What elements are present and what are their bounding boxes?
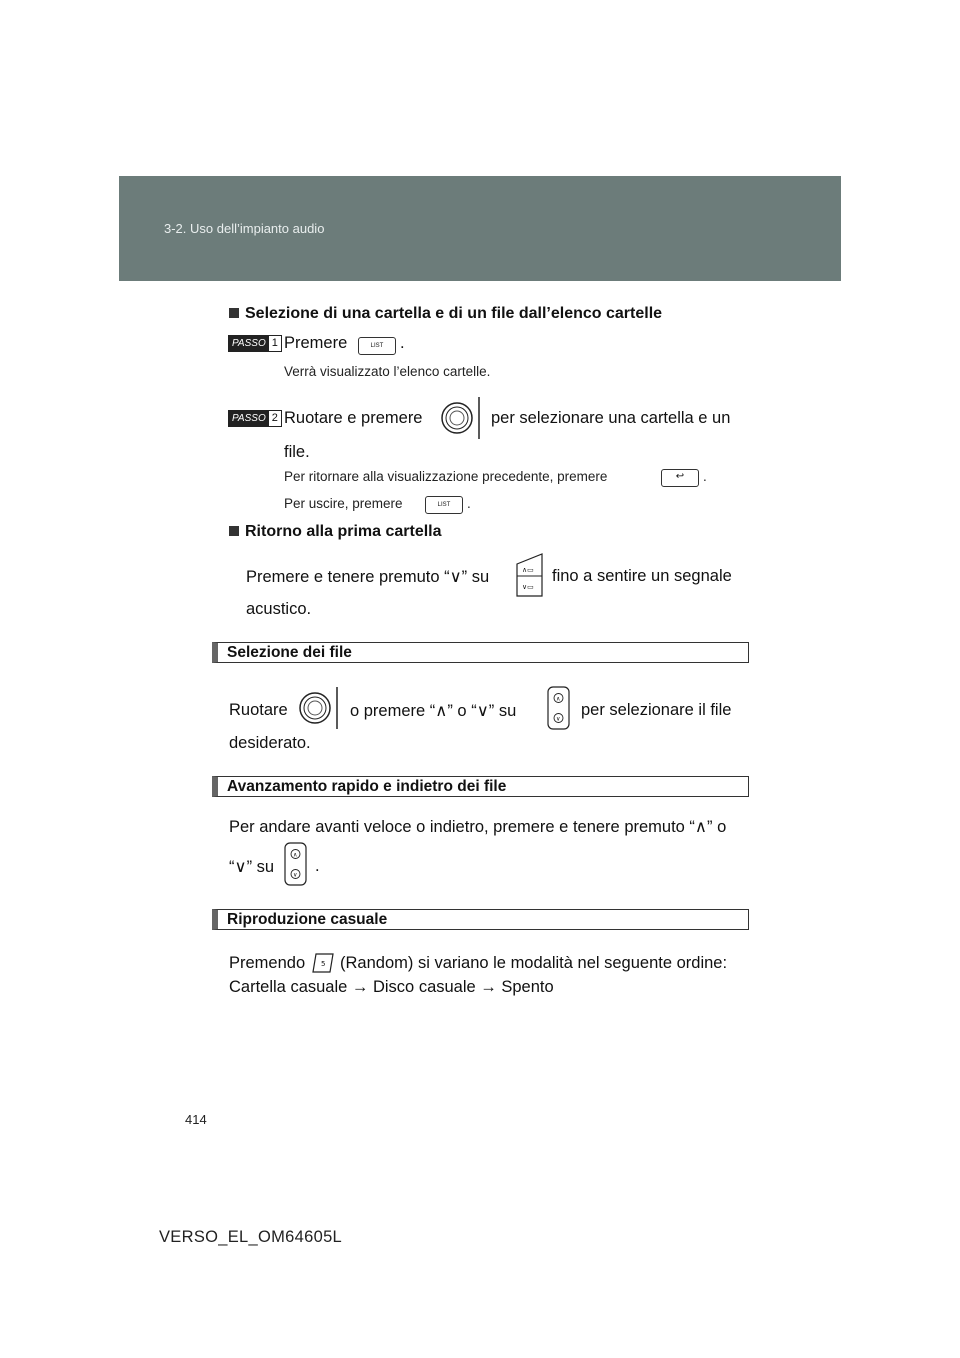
page-number: 414 xyxy=(185,1112,207,1127)
section4-line2-end: . xyxy=(315,857,320,875)
section3-header xyxy=(212,642,749,663)
section5-title: Riproduzione casuale xyxy=(227,911,388,928)
svg-text:∨▭: ∨▭ xyxy=(522,583,534,591)
seek-rocker-icon xyxy=(284,842,308,886)
step2-note1-end: . xyxy=(703,469,707,484)
section5-line1-a: Premendo xyxy=(229,954,306,972)
section4-title: Avanzamento rapido e indietro dei file xyxy=(227,778,507,795)
breadcrumb: 3-2. Uso dell’impianto audio xyxy=(164,221,325,236)
step2-line1-a: Ruotare e premere xyxy=(284,409,423,427)
step2-line1-b: per selezionare una cartella e un xyxy=(491,409,731,427)
random-button-label: 5 xyxy=(321,960,326,968)
step2-note2-end: . xyxy=(467,496,471,511)
step1-badge xyxy=(228,335,282,352)
tune-knob-icon xyxy=(296,686,342,730)
folder-rocker-icon xyxy=(515,552,545,598)
svg-text:∧▭: ∧▭ xyxy=(522,566,534,574)
square-bullet-icon xyxy=(229,308,239,318)
section3-line2: desiderato. xyxy=(229,734,311,752)
square-bullet-icon xyxy=(229,526,239,536)
step1-end: . xyxy=(400,334,405,352)
section5-header xyxy=(212,909,749,930)
step2-note1: Per ritornare alla visualizzazione precedente, premere xyxy=(284,469,608,484)
svg-text:∧: ∧ xyxy=(293,851,298,859)
section1-title xyxy=(229,305,662,323)
random-button-icon xyxy=(311,951,335,975)
section2-line1-b: fino a sentire un segnale xyxy=(552,567,732,585)
list-button-icon: LIST xyxy=(425,496,463,514)
section5-line1-b: (Random) si variano le modalità nel seguente ordine: xyxy=(340,954,728,972)
section3-line1-a: Ruotare xyxy=(229,701,288,719)
step1-note: Verrà visualizzato l’elenco cartelle. xyxy=(284,364,491,379)
svg-text:∨: ∨ xyxy=(293,871,298,879)
section5-line2: Cartella casuale → Disco casuale → Spento xyxy=(229,978,554,996)
document-code: VERSO_EL_OM64605L xyxy=(159,1228,343,1246)
section4-line1: Per andare avanti veloce o indietro, premere e tenere premuto “∧” o xyxy=(229,818,727,836)
tune-knob-icon xyxy=(438,396,484,440)
svg-text:∧: ∧ xyxy=(556,695,561,703)
section1-title-text: Selezione di una cartella e di un file dall’elenco cartelle xyxy=(245,305,663,322)
step2-note2: Per uscire, premere xyxy=(284,496,403,511)
section2-line2: acustico. xyxy=(246,600,312,618)
section4-line2-a: “∨” su xyxy=(229,858,275,876)
list-button-icon: LIST xyxy=(358,337,396,355)
step2-line2: file. xyxy=(284,443,310,461)
section2-line1-a: Premere e tenere premuto “∨” su xyxy=(246,568,490,586)
step2-badge-number: 2 xyxy=(269,411,281,426)
step2-badge xyxy=(228,410,282,427)
step2-badge-label: PASSO xyxy=(229,411,269,426)
svg-text:∨: ∨ xyxy=(556,715,561,723)
section3-title: Selezione dei file xyxy=(227,644,352,661)
step1-badge-number: 1 xyxy=(269,336,281,351)
section3-line1-b: o premere “∧” o “∨” su xyxy=(350,702,517,720)
section3-line1-c: per selezionare il file xyxy=(581,701,732,719)
section2-title-text: Ritorno alla prima cartella xyxy=(245,523,442,540)
back-button-icon: ↩ xyxy=(661,469,699,487)
step1-text: Premere xyxy=(284,334,348,352)
section4-header xyxy=(212,776,749,797)
step1-badge-label: PASSO xyxy=(229,336,269,351)
seek-rocker-icon xyxy=(547,686,571,730)
section2-title xyxy=(229,523,442,541)
